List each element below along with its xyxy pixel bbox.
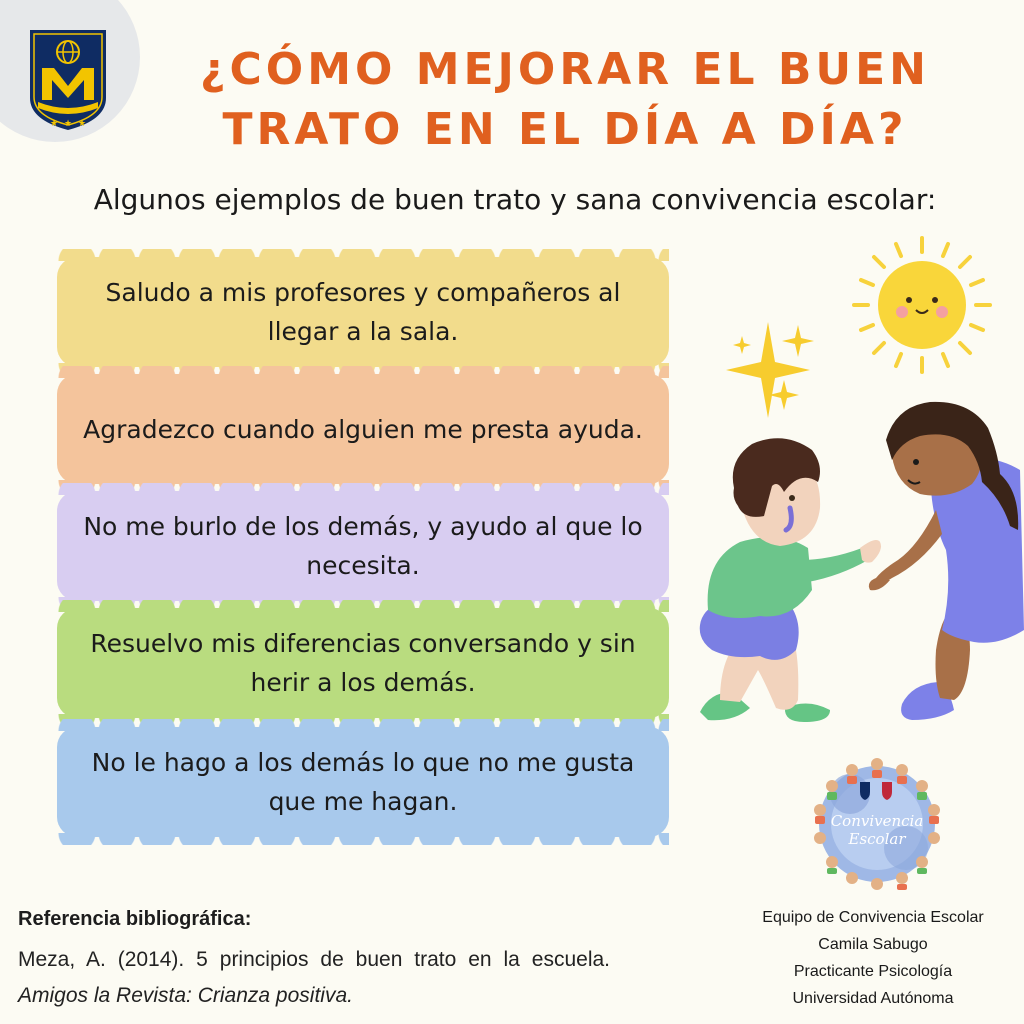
reference-citation: Meza, A. (2014). 5 principios de buen trato en la escuela.	[18, 948, 610, 971]
convivencia-escolar-badge-icon	[802, 752, 952, 892]
tip-card-text: Resuelvo mis diferencias conversando y sin herir a los demás.	[90, 629, 636, 697]
tip-card-3	[57, 491, 669, 601]
card-scallop-edge	[57, 600, 669, 612]
badge-line-1: Convivencia	[830, 812, 924, 830]
tip-card-2	[57, 374, 669, 484]
card-scallop-edge	[57, 483, 669, 495]
card-scallop-edge	[57, 833, 669, 845]
school-crest-icon	[28, 28, 108, 132]
credits-name: Camila Sabugo	[818, 936, 928, 953]
tip-card-text: Saludo a mis profesores y compañeros al llegar a la sala.	[105, 278, 621, 346]
credits-role: Practicante Psicología	[793, 963, 953, 980]
credits-team: Equipo de Convivencia Escolar	[762, 909, 984, 926]
badge-line-2: Escolar	[848, 830, 906, 848]
subtitle: Algunos ejemplos de buen trato y sana convivencia escolar:	[93, 183, 937, 216]
tip-card-5	[57, 727, 669, 837]
card-scallop-edge	[57, 249, 669, 261]
page-title	[150, 40, 980, 160]
reference-source: Amigos la Revista: Crianza positiva.	[18, 984, 353, 1007]
tip-card-1	[57, 257, 669, 367]
tip-card-text: No le hago a los demás lo que no me gusta que me hagan.	[91, 748, 635, 816]
children-illustration	[680, 230, 1024, 730]
title-line-2: TRATO EN EL DÍA A DÍA?	[222, 104, 908, 155]
card-scallop-edge	[57, 719, 669, 731]
tip-card-text: No me burlo de los demás, y ayudo al que lo necesita.	[83, 512, 643, 580]
svg-text:★: ★	[77, 119, 87, 129]
credits	[742, 904, 1004, 1012]
svg-text:★: ★	[63, 119, 73, 129]
reference-body	[18, 942, 610, 1014]
reference-heading: Referencia bibliográfica:	[18, 908, 252, 930]
smiling-sun-icon	[854, 238, 990, 372]
tip-card-4	[57, 608, 669, 718]
sparkles-icon	[726, 322, 814, 418]
tip-card-text: Agradezco cuando alguien me presta ayuda.	[83, 414, 643, 444]
svg-text:★: ★	[49, 119, 59, 129]
card-scallop-edge	[57, 366, 669, 378]
child-helping-child-icon	[700, 402, 1024, 722]
credits-university: Universidad Autónoma	[792, 990, 954, 1007]
title-line-1: ¿CÓMO MEJORAR EL BUEN	[199, 44, 931, 95]
